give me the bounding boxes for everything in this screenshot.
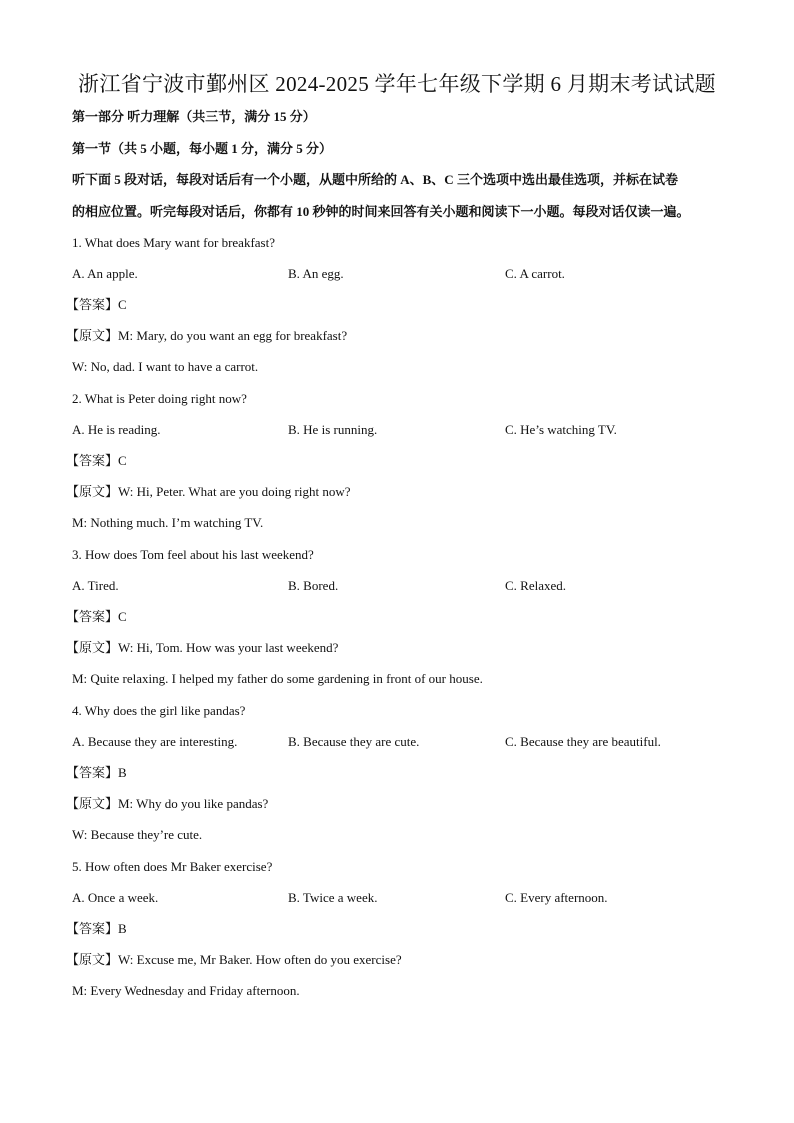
instructions-line-2: 的相应位置。听完每段对话后，你都有 10 秒钟的时间来回答有关小题和阅读下一小题。每段对话仅读一遍。: [72, 204, 690, 219]
answer: 【答案】C: [66, 297, 127, 312]
script-line-1: 【原文】M: Why do you like pandas?: [66, 796, 269, 811]
instructions-line-1: 听下面 5 段对话，每段对话后有一个小题，从题中所给的 A、B、C 三个选项中选出最佳选项，并标在试卷: [72, 172, 678, 187]
option-b: B. Bored.: [288, 578, 339, 593]
script-line-2: M: Nothing much. I’m watching TV.: [72, 515, 264, 530]
option-b: B. Twice a week.: [288, 890, 378, 905]
question-stem: 2. What is Peter doing right now?: [72, 391, 247, 406]
part-heading: 第一部分 听力理解（共三节，满分 15 分）: [72, 109, 316, 124]
option-c: C. He’s watching TV.: [505, 422, 617, 437]
script-line-2: M: Quite relaxing. I helped my father do some gardening in front of our house.: [72, 671, 483, 686]
question-stem: 5. How often does Mr Baker exercise?: [72, 859, 273, 874]
script-line-1: 【原文】W: Hi, Tom. How was your last weekend?: [66, 640, 339, 655]
script-line-1: 【原文】W: Excuse me, Mr Baker. How often do you exercise?: [66, 952, 402, 967]
option-b: B. He is running.: [288, 422, 378, 437]
option-a: A. Tired.: [72, 578, 119, 593]
option-c: C. Because they are beautiful.: [505, 734, 661, 749]
section-heading: 第一节（共 5 小题，每小题 1 分，满分 5 分）: [72, 141, 333, 156]
option-a: A. Because they are interesting.: [72, 734, 238, 749]
option-a: A. An apple.: [72, 266, 138, 281]
script-line-2: W: No, dad. I want to have a carrot.: [72, 359, 259, 374]
question-stem: 3. How does Tom feel about his last weekend?: [72, 547, 314, 562]
option-c: C. Relaxed.: [505, 578, 567, 593]
option-b: B. Because they are cute.: [288, 734, 420, 749]
option-b: B. An egg.: [288, 266, 344, 281]
script-line-1: 【原文】M: Mary, do you want an egg for breakfast?: [66, 328, 348, 343]
script-line-2: M: Every Wednesday and Friday afternoon.: [72, 983, 300, 998]
question-stem: 1. What does Mary want for breakfast?: [72, 235, 275, 250]
answer: 【答案】C: [66, 453, 127, 468]
option-a: A. He is reading.: [72, 422, 161, 437]
script-line-1: 【原文】W: Hi, Peter. What are you doing right now?: [66, 484, 351, 499]
option-c: C. A carrot.: [505, 266, 565, 281]
option-a: A. Once a week.: [72, 890, 159, 905]
question-stem: 4. Why does the girl like pandas?: [72, 703, 246, 718]
page-title: 浙江省宁波市鄞州区 2024-2025 学年七年级下学期 6 月期末考试试题: [78, 72, 716, 96]
answer: 【答案】B: [66, 921, 127, 936]
script-line-2: W: Because they’re cute.: [72, 827, 203, 842]
option-c: C. Every afternoon.: [505, 890, 608, 905]
answer: 【答案】B: [66, 765, 127, 780]
answer: 【答案】C: [66, 609, 127, 624]
